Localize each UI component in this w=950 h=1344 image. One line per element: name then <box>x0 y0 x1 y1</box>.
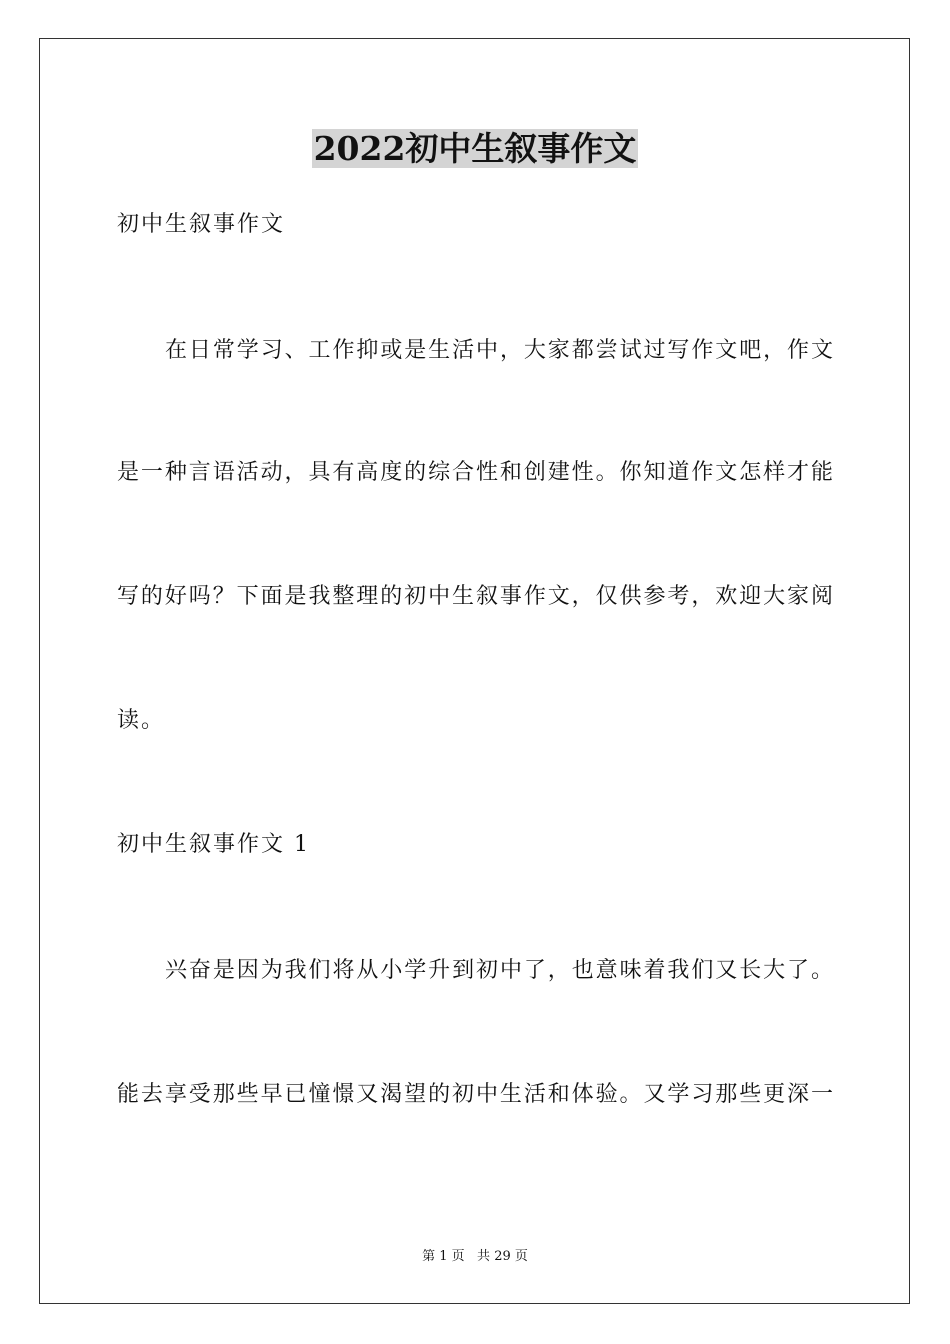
document-title-text: 2022初中生叙事作文 <box>313 129 637 168</box>
paragraph-line: 兴奋是因为我们将从小学升到初中了，也意味着我们又长大了。 <box>165 958 833 983</box>
section-heading: 初中生叙事作文 1 <box>117 832 310 857</box>
paragraph-line: 写的好吗？下面是我整理的初中生叙事作文，仅供参考，欢迎大家阅 <box>117 584 833 609</box>
document-title <box>0 128 950 170</box>
paragraph-line: 在日常学习、工作抑或是生活中，大家都尝试过写作文吧，作文 <box>165 338 833 363</box>
paragraph-line: 是一种言语活动，具有高度的综合性和创建性。你知道作文怎样才能 <box>117 460 833 485</box>
section-heading: 初中生叙事作文 <box>117 212 286 237</box>
page-footer: 第 1 页 共 29 页 <box>422 1249 528 1264</box>
paragraph-line: 读。 <box>117 708 166 733</box>
paragraph-line: 能去享受那些早已憧憬又渴望的初中生活和体验。又学习那些更深一 <box>117 1082 833 1107</box>
